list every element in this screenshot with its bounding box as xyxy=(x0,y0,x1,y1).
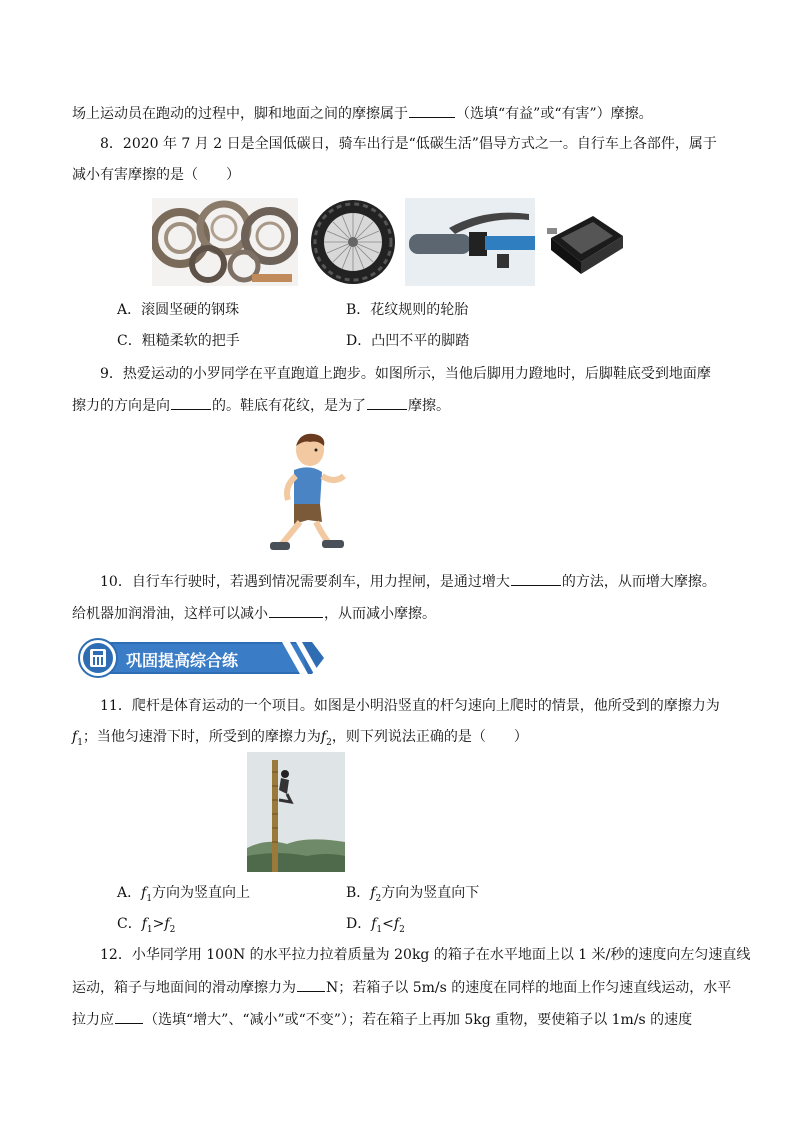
q12-text-a: 运动，箱子与地面间的滑动摩擦力为 xyxy=(72,980,296,996)
q12-stem-line2 xyxy=(72,978,731,997)
q8-option-b[interactable]: B．花纹规则的轮胎 xyxy=(346,302,469,318)
q11-a-label: A． xyxy=(117,885,142,901)
q10-stem-line2 xyxy=(72,604,436,623)
q11-stem-line2 xyxy=(72,728,528,752)
f1-sub: 1 xyxy=(77,737,83,748)
q9-text-a: 擦力的方向是向 xyxy=(72,398,170,414)
q7-text: 场上运动员在跑动的过程中，脚和地面之间的摩擦属于 xyxy=(72,106,408,122)
q12-blank-2[interactable] xyxy=(115,1010,143,1024)
q11-option-b[interactable] xyxy=(346,884,479,908)
pole-climbing-image xyxy=(247,752,345,872)
q12-text-c: 拉力应 xyxy=(72,1012,114,1028)
q11-a-text: 方向为竖直向上 xyxy=(152,885,251,901)
section-title: 巩固提高综合练 xyxy=(126,651,239,670)
q11-stem-line1: 11．爬杆是体育运动的一个项目。如图是小明沿竖直的杆匀速向上爬时的情景，他所受到的摩擦力为 xyxy=(100,698,720,714)
pedal-image xyxy=(545,198,627,286)
q8-stem-line2: 减小有害摩擦的是（ ） xyxy=(72,167,240,183)
q10-text-a: 10．自行车行驶时，若遇到情况需要刹车，用力捏闸，是通过增大 xyxy=(100,574,510,590)
q10-blank-1[interactable] xyxy=(511,572,561,586)
f2-symbol: f xyxy=(370,885,376,901)
q7-tail-line xyxy=(72,104,653,123)
q11-option-c[interactable] xyxy=(117,915,175,939)
greater-than-sign: > xyxy=(152,916,165,932)
q10-text-d: ，从而减小摩擦。 xyxy=(324,606,436,622)
q10-text-b: 的方法，从而增大摩擦。 xyxy=(561,574,716,590)
q12-stem-line1: 12．小华同学用 100N 的水平拉力拉着质量为 20kg 的箱子在水平地面上以 1 米/秒的速度向左匀速直线 xyxy=(100,947,751,963)
q11-option-a[interactable] xyxy=(117,884,250,908)
q11-b-text: 方向为竖直向下 xyxy=(381,885,480,901)
q12-stem-line3 xyxy=(72,1010,692,1029)
f2-symbol: f xyxy=(320,729,327,745)
q12-text-d: （选填“增大”、“减小”或“不变”）；若在箱子上再加 5kg 重物，要使箱子以 1m/s 的速度 xyxy=(144,1012,693,1028)
runner-boy-image xyxy=(264,430,350,560)
q11-b-label: B． xyxy=(346,885,371,901)
f1-symbol: f xyxy=(72,729,78,745)
f2-symbol: f xyxy=(164,916,170,932)
f2-sub: 2 xyxy=(375,893,382,904)
q11-c-label: C． xyxy=(117,916,142,932)
q11-option-d[interactable] xyxy=(346,915,405,939)
q9-text-b: 的。鞋底有花纹，是为了 xyxy=(212,398,366,414)
handlebar-grip-image xyxy=(405,198,535,286)
f1-symbol: f xyxy=(371,916,377,932)
q9-stem-line1: 9．热爱运动的小罗同学在平直跑道上跑步。如图所示，当他后脚用力蹬地时，后脚鞋底受到地面摩 xyxy=(100,366,711,382)
q9-blank-1[interactable] xyxy=(171,396,211,410)
q12-blank-1[interactable] xyxy=(297,978,325,992)
bearing-image xyxy=(152,198,298,286)
less-than-sign: < xyxy=(382,916,394,932)
f1-symbol: f xyxy=(141,885,147,901)
f2-symbol: f xyxy=(393,916,400,932)
q9-blank-2[interactable] xyxy=(367,396,407,410)
q8-stem-line1: 8．2020 年 7 月 2 日是全国低碳日，骑车出行是“低碳生活”倡导方式之一。自行车上各部件，属于 xyxy=(100,136,717,152)
q8-option-c[interactable]: C．粗糙柔软的把手 xyxy=(117,333,240,349)
q8-option-d[interactable]: D．凸凹不平的脚踏 xyxy=(346,333,470,349)
q12-text-b: N；若箱子以 5m/s 的速度在同样的地面上作匀速直线运动，水平 xyxy=(326,980,732,996)
q8-option-a[interactable]: A．滚圆坚硬的钢珠 xyxy=(117,302,240,318)
q10-stem-line1 xyxy=(100,572,716,591)
f2-sub: 2 xyxy=(169,924,176,935)
tire-image xyxy=(307,198,399,286)
f1-sub: 1 xyxy=(376,924,383,935)
f1-symbol: f xyxy=(141,916,147,932)
section-header xyxy=(76,638,328,678)
q11-text-b: ，则下列说法正确的是（ ） xyxy=(331,729,528,745)
q11-d-label: D． xyxy=(346,916,372,932)
q9-text-c: 摩擦。 xyxy=(408,398,450,414)
f2-sub: 2 xyxy=(326,737,332,748)
q10-text-c: 给机器加润滑油，这样可以减小 xyxy=(72,606,268,622)
q7-text-b: （选填“有益”或“有害”）摩擦。 xyxy=(456,106,653,122)
f1-sub: 1 xyxy=(146,924,153,935)
q9-stem-line2 xyxy=(72,396,450,415)
q7-blank[interactable] xyxy=(409,104,455,118)
q11-text-a: ；当他匀速滑下时，所受到的摩擦力为 xyxy=(82,729,321,745)
f2-sub: 2 xyxy=(399,924,405,935)
q10-blank-2[interactable] xyxy=(269,604,323,618)
calculator-icon xyxy=(90,649,106,667)
f1-sub: 1 xyxy=(146,893,153,904)
